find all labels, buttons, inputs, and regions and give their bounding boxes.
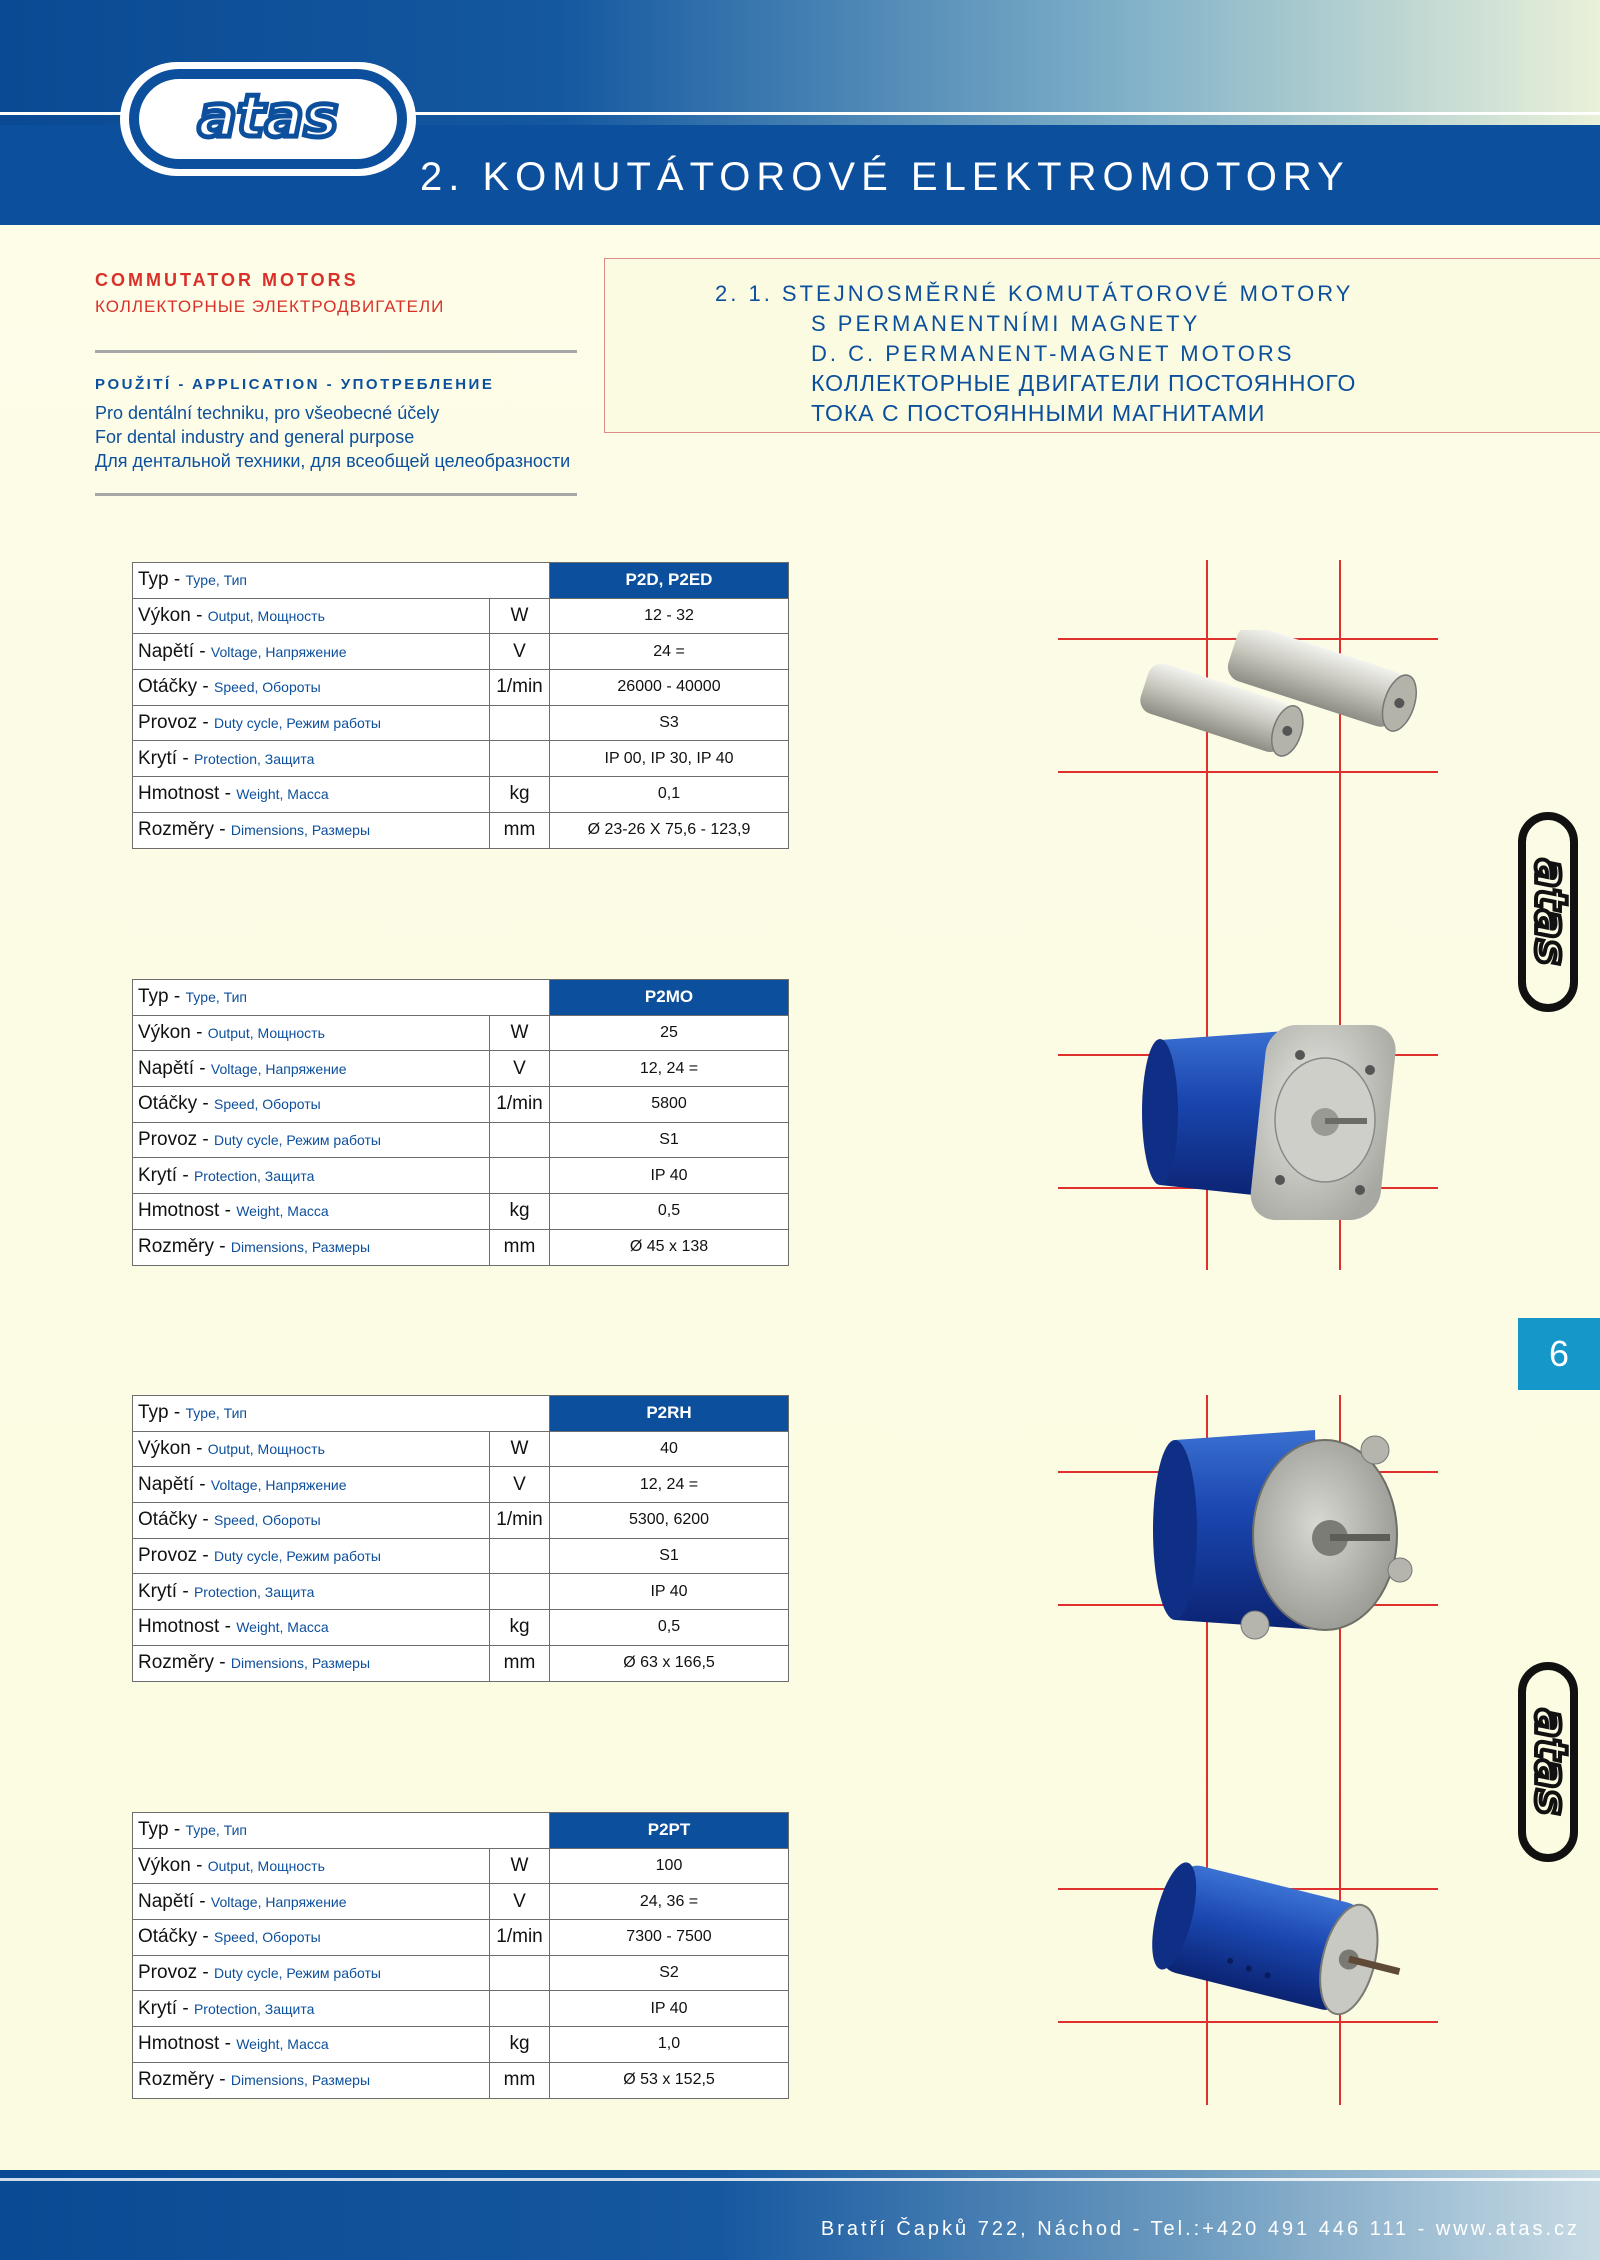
logo-text: atas [197,82,339,150]
label-en: Duty cycle, Режим работы [214,1965,381,1982]
label-en: Output, Мощность [207,1441,325,1458]
spec-value: IP 40 [550,1991,789,2027]
spec-value: 24 = [550,634,789,670]
spec-value: Ø 45 x 138 [550,1229,789,1265]
spec-value: S1 [550,1122,789,1158]
spec-value: Ø 63 x 166,5 [550,1645,789,1681]
spec-row [133,598,789,634]
spec-table [132,979,789,1266]
spec-label-cell: Hmotnost - Weight, Масса [133,1194,490,1230]
label-cz: Typ [138,1819,169,1841]
type-label-cell: Typ - Type, Тип [133,1396,550,1432]
label-cz: Hmotnost [138,1200,220,1222]
spec-row [133,1229,789,1265]
spec-row [133,1884,789,1920]
label-cz: Napětí [138,640,194,662]
spec-value: 40 [550,1431,789,1467]
spec-unit: mm [490,812,550,848]
spec-value: IP 40 [550,1158,789,1194]
spec-row [133,670,789,706]
spec-unit [490,1574,550,1610]
spec-value: Ø 53 x 152,5 [550,2062,789,2098]
spec-row [133,1848,789,1884]
spec-label-cell: Napětí - Voltage, Напряжение [133,1467,490,1503]
spec-unit: mm [490,1229,550,1265]
label-en: Output, Мощность [207,1025,325,1042]
spec-unit: V [490,1467,550,1503]
spec-label-cell: Hmotnost - Weight, Масса [133,1610,490,1646]
spec-label-cell: Provoz - Duty cycle, Режим работы [133,1538,490,1574]
spec-row [133,1015,789,1051]
spec-label-cell: Krytí - Protection, Защита [133,1991,490,2027]
label-en: Output, Мощность [207,1858,325,1875]
label-en: Weight, Масса [236,786,329,803]
label-cz: Výkon [138,1022,191,1044]
label-cz: Hmotnost [138,2033,220,2055]
label-cz: Typ [138,569,169,591]
label-cz: Výkon [138,605,191,627]
label-en: Weight, Масса [236,1203,329,1220]
spec-unit [490,741,550,777]
spec-unit: 1/min [490,670,550,706]
application-line: For dental industry and general purpose [95,427,415,447]
section-title-ru: КОЛЛЕКТОРНЫЕ ЭЛЕКТРОДВИГАТЕЛИ [95,297,445,316]
subsection-box [604,258,1600,433]
label-en: Type, Тип [185,572,247,589]
spec-unit: 1/min [490,1920,550,1956]
spec-unit: mm [490,2062,550,2098]
label-cz: Otáčky [138,1509,198,1531]
spec-label-cell: Napětí - Voltage, Напряжение [133,634,490,670]
spec-unit [490,1122,550,1158]
label-cz: Napětí [138,1473,194,1495]
label-cz: Provoz [138,1962,198,1984]
label-en: Voltage, Напряжение [210,1476,347,1493]
label-en: Voltage, Напряжение [210,1060,347,1077]
spec-label-cell: Provoz - Duty cycle, Режим работы [133,1955,490,1991]
label-cz: Rozměry [138,819,215,841]
label-en: Duty cycle, Режим работы [214,715,381,732]
spec-row [133,1610,789,1646]
label-cz: Výkon [138,1438,191,1460]
type-label-cell: Typ - Type, Тип [133,980,550,1016]
label-en: Protection, Защита [193,1583,315,1600]
spec-table [132,562,789,849]
spec-row [133,1955,789,1991]
label-en: Weight, Масса [236,2036,329,2053]
spec-value: 24, 36 = [550,1884,789,1920]
label-cz: Provoz [138,1129,198,1151]
application-title: POUŽITÍ - APPLICATION - УПОТРЕБЛЕНИЕ [95,376,495,393]
page-number-tab: 6 [1518,1318,1600,1390]
spec-label-cell: Provoz - Duty cycle, Режим работы [133,705,490,741]
application-line: Для дентальной техники, для всеобщей целеобразности [95,451,571,471]
label-cz: Rozměry [138,1652,215,1674]
application-line: Pro dentální techniku, pro všeobecné účely [95,403,440,423]
spec-label-cell: Hmotnost - Weight, Масса [133,777,490,813]
spec-value: 7300 - 7500 [550,1920,789,1956]
spec-label-cell: Otáčky - Speed, Обороты [133,670,490,706]
label-cz: Rozměry [138,2069,215,2091]
label-en: Type, Тип [185,1405,247,1422]
spec-value: 1,0 [550,2027,789,2063]
spec-row [133,1467,789,1503]
page-title: 2. KOMUTÁTOROVÉ ELEKTROMOTORY [420,155,1350,199]
side-logo-text: atas [1525,858,1576,966]
label-en: Duty cycle, Режим работы [214,1548,381,1565]
type-label-cell: Typ - Type, Тип [133,563,550,599]
label-cz: Provoz [138,712,198,734]
spec-value: IP 00, IP 30, IP 40 [550,741,789,777]
label-en: Speed, Обороты [214,1512,321,1529]
spec-label-cell: Výkon - Output, Мощность [133,1431,490,1467]
intro-left [95,270,595,317]
spec-value: 12, 24 = [550,1467,789,1503]
spec-unit [490,1955,550,1991]
atas-side-logo [1516,812,1580,1012]
spec-value: 0,1 [550,777,789,813]
label-cz: Krytí [138,1997,178,2019]
motor-image-p2pt [1140,1855,1420,2030]
label-cz: Krytí [138,747,178,769]
spec-value: S3 [550,705,789,741]
spec-label-cell: Krytí - Protection, Защита [133,1574,490,1610]
spec-unit [490,1991,550,2027]
model-name: P2D, P2ED [550,563,789,599]
spec-label-cell: Výkon - Output, Мощность [133,598,490,634]
spec-row [133,1574,789,1610]
spec-label-cell: Hmotnost - Weight, Масса [133,2027,490,2063]
spec-label-cell: Rozměry - Dimensions, Размеры [133,1645,490,1681]
spec-row [133,1538,789,1574]
motor-image-p2mo [1130,1010,1420,1225]
label-en: Weight, Масса [236,1619,329,1636]
spec-table [132,1812,789,2099]
label-cz: Výkon [138,1855,191,1877]
atas-logo [118,60,418,178]
label-en: Protection, Защита [193,1167,315,1184]
spec-row [133,1920,789,1956]
label-en: Speed, Обороты [214,1096,321,1113]
spec-row [133,705,789,741]
spec-table [132,1395,789,1682]
spec-label-cell: Krytí - Protection, Защита [133,741,490,777]
spec-label-cell: Výkon - Output, Мощность [133,1848,490,1884]
spec-header-row [133,980,789,1016]
label-en: Voltage, Напряжение [210,643,347,660]
label-en: Dimensions, Размеры [230,822,371,839]
label-en: Dimensions, Размеры [230,1655,371,1672]
spec-value: 25 [550,1015,789,1051]
spec-row [133,2062,789,2098]
label-cz: Rozměry [138,1236,215,1258]
spec-label-cell: Provoz - Duty cycle, Режим работы [133,1122,490,1158]
side-logo-text: atas [1525,1708,1576,1816]
label-cz: Napětí [138,1890,194,1912]
label-en: Dimensions, Размеры [230,2072,371,2089]
motor-image-p2rh [1135,1420,1420,1655]
spec-row [133,812,789,848]
spec-value: IP 40 [550,1574,789,1610]
spec-value: 12 - 32 [550,598,789,634]
label-cz: Hmotnost [138,1616,220,1638]
spec-unit: V [490,1884,550,1920]
spec-value: 5800 [550,1087,789,1123]
spec-row [133,2027,789,2063]
type-label-cell: Typ - Type, Тип [133,1813,550,1849]
spec-label-cell: Rozměry - Dimensions, Размеры [133,812,490,848]
spec-value: S1 [550,1538,789,1574]
spec-row [133,634,789,670]
spec-row [133,1645,789,1681]
spec-row [133,1431,789,1467]
spec-unit: V [490,634,550,670]
divider-rule [95,350,577,353]
spec-label-cell: Otáčky - Speed, Обороты [133,1920,490,1956]
spec-unit: W [490,1431,550,1467]
footer-divider [0,2178,1600,2181]
label-en: Speed, Обороты [214,1929,321,1946]
label-cz: Napětí [138,1057,194,1079]
label-cz: Krytí [138,1164,178,1186]
spec-row [133,1087,789,1123]
label-cz: Provoz [138,1545,198,1567]
spec-label-cell: Otáčky - Speed, Обороты [133,1503,490,1539]
spec-value: 0,5 [550,1194,789,1230]
spec-row [133,1503,789,1539]
spec-row [133,1158,789,1194]
label-cz: Typ [138,986,169,1008]
divider-rule [95,493,577,496]
label-en: Protection, Защита [193,2000,315,2017]
label-en: Type, Тип [185,1822,247,1839]
subsection-line: S PERMANENTNÍMI MAGNETY [811,311,1201,336]
spec-value: 12, 24 = [550,1051,789,1087]
spec-label-cell: Krytí - Protection, Защита [133,1158,490,1194]
motor-image-p2d [1120,630,1430,780]
label-en: Speed, Обороты [214,679,321,696]
label-cz: Otáčky [138,676,198,698]
label-en: Protection, Защита [193,750,315,767]
spec-unit: 1/min [490,1503,550,1539]
footer-banner [0,2170,1600,2260]
spec-unit: mm [490,1645,550,1681]
label-cz: Krytí [138,1580,178,1602]
subsection-line: 2. 1. STEJNOSMĚRNÉ KOMUTÁTOROVÉ MOTORY [715,281,1354,306]
spec-row [133,1051,789,1087]
label-cz: Typ [138,1402,169,1424]
spec-row [133,1122,789,1158]
atas-side-logo [1516,1662,1580,1862]
label-cz: Otáčky [138,1926,198,1948]
spec-unit [490,1158,550,1194]
spec-label-cell: Rozměry - Dimensions, Размеры [133,1229,490,1265]
label-en: Dimensions, Размеры [230,1239,371,1256]
spec-unit: 1/min [490,1087,550,1123]
section-title-en: COMMUTATOR MOTORS [95,270,359,290]
label-en: Output, Мощность [207,608,325,625]
spec-row [133,777,789,813]
spec-unit: kg [490,777,550,813]
label-cz: Otáčky [138,1093,198,1115]
spec-row [133,1991,789,2027]
spec-label-cell: Napětí - Voltage, Напряжение [133,1884,490,1920]
spec-label-cell: Rozměry - Dimensions, Размеры [133,2062,490,2098]
application-block [95,376,605,472]
spec-unit: kg [490,1610,550,1646]
spec-value: 100 [550,1848,789,1884]
subsection-line: ТОКА С ПОСТОЯННЫМИ МАГНИТАМИ [811,400,1266,426]
spec-unit: V [490,1051,550,1087]
subsection-line: D. C. PERMANENT-MAGNET MOTORS [811,341,1295,366]
spec-unit [490,1538,550,1574]
spec-label-cell: Napětí - Voltage, Напряжение [133,1051,490,1087]
spec-value: S2 [550,1955,789,1991]
spec-unit: W [490,1848,550,1884]
label-en: Voltage, Напряжение [210,1893,347,1910]
spec-header-row [133,1396,789,1432]
spec-unit: W [490,598,550,634]
model-name: P2PT [550,1813,789,1849]
spec-label-cell: Otáčky - Speed, Обороты [133,1087,490,1123]
spec-row [133,741,789,777]
spec-value: 5300, 6200 [550,1503,789,1539]
spec-unit: W [490,1015,550,1051]
spec-header-row [133,1813,789,1849]
spec-value: 26000 - 40000 [550,670,789,706]
spec-value: Ø 23-26 X 75,6 - 123,9 [550,812,789,848]
spec-unit: kg [490,2027,550,2063]
label-en: Duty cycle, Режим работы [214,1132,381,1149]
footer-contact: Bratří Čapků 722, Náchod - Tel.:+420 491 446 111 - www.atas.cz [820,2218,1580,2240]
label-cz: Hmotnost [138,783,220,805]
subsection-line: КОЛЛЕКТОРНЫЕ ДВИГАТЕЛИ ПОСТОЯННОГО [811,370,1357,396]
label-en: Type, Тип [185,989,247,1006]
model-name: P2RH [550,1396,789,1432]
spec-unit: kg [490,1194,550,1230]
spec-unit [490,705,550,741]
spec-label-cell: Výkon - Output, Мощность [133,1015,490,1051]
spec-row [133,1194,789,1230]
spec-header-row [133,563,789,599]
model-name: P2MO [550,980,789,1016]
spec-value: 0,5 [550,1610,789,1646]
